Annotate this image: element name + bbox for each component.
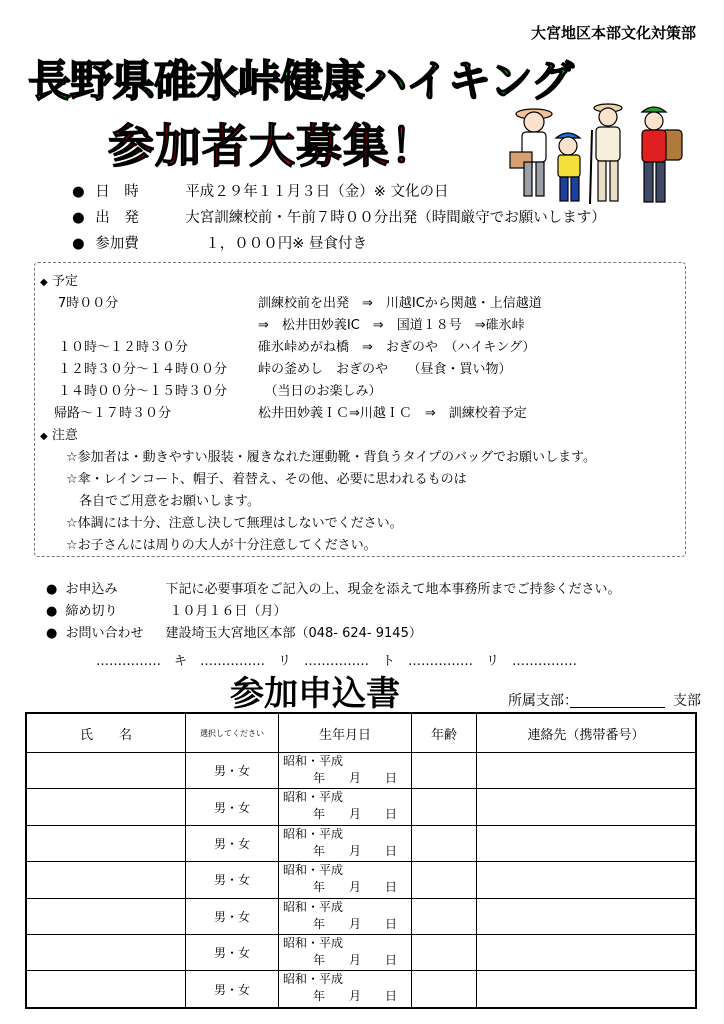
age-cell[interactable]: [412, 862, 477, 898]
era-options: 昭和・平成: [283, 899, 344, 914]
application-value: 下記に必要事項をご記入の上、現金を添えて地本事務所までご持参ください。: [165, 582, 621, 597]
table-row: [26, 753, 696, 789]
gender-cell[interactable]: [186, 934, 279, 970]
diamond-icon: ◆: [40, 431, 48, 442]
info-key: 日 時: [95, 184, 139, 200]
schedule-desc: （当日のお楽しみ）: [258, 384, 382, 399]
dob-cell[interactable]: [279, 753, 412, 789]
bullet-icon: ●: [46, 626, 58, 641]
application-key: お問い合わせ: [65, 626, 144, 641]
gender-cell[interactable]: [186, 898, 279, 934]
age-cell[interactable]: [412, 825, 477, 861]
application-value: １０月１６日（月）: [169, 604, 287, 619]
table-row: [26, 971, 696, 1008]
schedule-heading-label: 予定: [51, 274, 78, 289]
table-row: [26, 898, 696, 934]
info-key: 出 発: [95, 210, 139, 226]
dob-cell[interactable]: [279, 898, 412, 934]
application-value: 建設埼玉大宮地区本部（048- 624- 9145）: [165, 626, 422, 641]
organization-name: 大宮地区本部文化対策部: [530, 24, 696, 42]
era-options: 昭和・平成: [283, 754, 344, 768]
cut-line: …………… キ …………… リ …………… ト …………… リ ……………: [96, 654, 578, 669]
name-cell[interactable]: [26, 789, 186, 825]
gender-cell[interactable]: [186, 789, 279, 825]
age-cell[interactable]: [412, 971, 477, 1008]
schedule-time: 7時００分: [58, 296, 119, 311]
schedule-time: １４時００分～１５時３０分: [58, 384, 228, 399]
era-options: 昭和・平成: [283, 790, 344, 805]
application-key: お申込み: [65, 582, 118, 597]
name-cell[interactable]: [26, 934, 186, 970]
age-cell[interactable]: [412, 934, 477, 970]
table-header-row: [26, 713, 696, 753]
hiker-woman: [510, 109, 552, 196]
name-cell[interactable]: [26, 862, 186, 898]
date-format: 年 月 日: [313, 880, 398, 895]
header-age: 年齢: [412, 713, 477, 753]
schedule-heading: [40, 270, 78, 289]
header-gender: 選択してください: [186, 713, 279, 753]
date-format: 年 月 日: [313, 916, 398, 931]
application-row: [46, 600, 287, 619]
table-row: [26, 862, 696, 898]
bullet-icon: ●: [72, 184, 85, 200]
age-cell[interactable]: [412, 898, 477, 934]
age-cell[interactable]: [412, 753, 477, 789]
notes-heading: [40, 424, 78, 443]
schedule-time: 帰路～１７時３０分: [54, 406, 172, 421]
gender-options: 男・女: [213, 873, 250, 888]
contact-cell[interactable]: [477, 934, 697, 970]
name-cell[interactable]: [26, 825, 186, 861]
schedule-time: １２時３０分～１４時００分: [58, 362, 228, 377]
gender-cell[interactable]: [186, 971, 279, 1008]
application-row: [46, 622, 422, 641]
branch-underline: [570, 707, 665, 708]
table-row: [26, 825, 696, 861]
contact-cell[interactable]: [477, 825, 697, 861]
bullet-icon: ●: [46, 582, 58, 597]
era-options: 昭和・平成: [283, 826, 344, 841]
dob-cell[interactable]: [279, 789, 412, 825]
name-cell[interactable]: [26, 971, 186, 1008]
gender-options: 男・女: [213, 836, 250, 851]
note-item: 各自でご用意をお願いします。: [66, 494, 260, 509]
age-cell[interactable]: [412, 789, 477, 825]
table-row: [26, 934, 696, 970]
name-cell[interactable]: [26, 898, 186, 934]
date-format: 年 月 日: [313, 989, 398, 1004]
info-row-date: [72, 180, 449, 201]
date-format: 年 月 日: [313, 952, 398, 967]
header-contact: 連絡先（携帯番号）: [477, 713, 697, 753]
info-key: 参加費: [95, 236, 139, 252]
diamond-icon: ◆: [40, 277, 48, 288]
era-options: 昭和・平成: [283, 935, 344, 950]
header-dob: 生年月日: [279, 713, 412, 753]
info-row-departure: [72, 206, 606, 227]
header-name: 氏 名: [26, 713, 186, 753]
contact-cell[interactable]: [477, 971, 697, 1008]
date-format: 年 月 日: [313, 807, 398, 822]
gender-options: 男・女: [213, 982, 250, 997]
hikers-illustration: [502, 100, 692, 208]
schedule-desc: 峠の釜めし おぎのや （昼食・買い物）: [258, 362, 512, 377]
info-row-fee: [72, 232, 367, 253]
application-row: [46, 578, 621, 597]
dob-cell[interactable]: [279, 825, 412, 861]
branch-suffix: 支部: [673, 693, 701, 709]
bullet-icon: ●: [72, 210, 85, 226]
date-format: 年 月 日: [313, 771, 398, 785]
note-item: ☆傘・レインコート、帽子、着替え、その他、必要に思われるものは: [66, 472, 467, 487]
era-options: 昭和・平成: [283, 863, 344, 878]
form-title: 参加申込書: [230, 674, 400, 714]
form-rows: [26, 753, 696, 1008]
gender-cell[interactable]: [186, 753, 279, 789]
dob-cell[interactable]: [279, 971, 412, 1008]
gender-options: 男・女: [213, 764, 250, 779]
date-format: 年 月 日: [313, 843, 398, 858]
application-key: 締め切り: [65, 604, 118, 619]
branch-label: 所属支部：: [508, 693, 578, 709]
table-row: [26, 789, 696, 825]
bullet-icon: ●: [46, 604, 58, 619]
hiker-man: [590, 104, 622, 204]
contact-cell[interactable]: [477, 753, 697, 789]
info-value: １，０００円※ 昼食付き: [205, 236, 368, 252]
note-item: ☆参加者は・動きやすい服装・履きなれた運動靴・背負うタイプのバッグでお願いします。: [66, 450, 596, 465]
name-cell[interactable]: [26, 753, 186, 789]
contact-cell[interactable]: [477, 862, 697, 898]
bullet-icon: ●: [72, 236, 85, 252]
schedule-time: １０時～１２時３０分: [58, 340, 189, 355]
gender-options: 男・女: [213, 946, 250, 961]
info-value: 大宮訓練校前・午前７時００分出発（時間厳守でお願いします）: [185, 210, 606, 226]
contact-cell[interactable]: [477, 789, 697, 825]
dob-cell[interactable]: [279, 934, 412, 970]
gender-options: 男・女: [213, 800, 250, 815]
contact-cell[interactable]: [477, 898, 697, 934]
event-title: 長野県碓氷峠健康ハイキング: [28, 57, 573, 107]
hiker-backpacker: [642, 107, 682, 202]
recruitment-headline: 参加者大募集！: [108, 119, 437, 173]
schedule-desc: 訓練校前を出発 ⇒ 川越ICから関越・上信越道: [258, 296, 542, 311]
note-item: ☆体調には十分、注意し決して無理はしないでください。: [66, 516, 403, 531]
gender-cell[interactable]: [186, 862, 279, 898]
gender-cell[interactable]: [186, 825, 279, 861]
notes-heading-label: 注意: [51, 428, 78, 443]
info-value: 平成２９年１１月３日（金）※ 文化の日: [185, 184, 449, 200]
hiker-child: [556, 133, 580, 201]
era-options: 昭和・平成: [283, 972, 344, 987]
schedule-desc: ⇒ 松井田妙義IC ⇒ 国道１８号 ⇒碓氷峠: [258, 318, 525, 333]
schedule-desc: 松井田妙義ＩＣ⇒川越ＩＣ ⇒ 訓練校着予定: [258, 406, 527, 421]
note-item: ☆お子さんには周りの大人が十分注意してください。: [66, 538, 377, 553]
gender-options: 男・女: [213, 909, 250, 924]
schedule-desc: 碓氷峠めがね橋 ⇒ おぎのや （ハイキング）: [258, 340, 536, 355]
dob-cell[interactable]: [279, 862, 412, 898]
application-form-table: [25, 712, 697, 1009]
